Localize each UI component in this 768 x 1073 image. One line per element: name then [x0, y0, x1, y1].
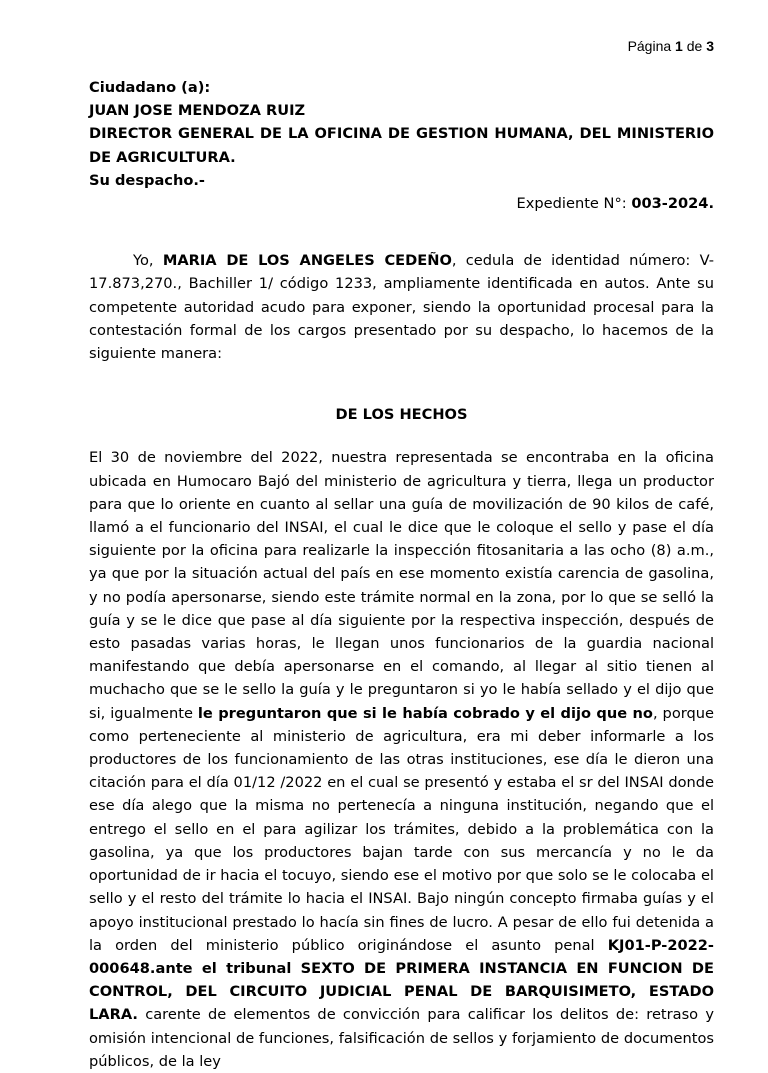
- facts-bold-1: le preguntaron que si le había cobrado y el dijo que no: [197, 704, 653, 722]
- page-number-separator: de: [686, 38, 703, 54]
- recipient-name: JUAN JOSE MENDOZA RUIZ: [89, 102, 306, 120]
- recipient-position: DIRECTOR GENERAL DE LA OFICINA DE GESTION HUMANA, DEL MINISTERIO DE AGRICULTURA.: [89, 125, 714, 166]
- facts-paragraph: [89, 446, 714, 1072]
- salutation: Ciudadano (a):: [89, 79, 211, 96]
- expediente-number: 003-2024.: [631, 195, 714, 213]
- page-number-current: 1: [675, 38, 683, 54]
- expediente-line: [89, 192, 714, 215]
- facts-text-2: , porque como perteneciente al ministerio de agricultura, era mi deber informarle a los productores de los funcionamiento de las otras instituciones, ese día le dieron una citación para el día 01/12 /2022 en el cual se presentó y estaba el sr del INSAI donde ese día alego que la misma no pertenecía a ninguna institución, negando que el entrego el sello en el para agilizar los trámites, debido a la problemática con la gasolina, ya que los productores bajan tarde con sus mercancía y no le da oportunidad de ir hacia el tocuyo, siendo ese el motivo por que solo se le colocaba el sello y el resto del trámite lo hacia el INSAI. Bajo ningún concepto firmaba guías y el apoyo institucional prestado lo hacía sin fines de lucro. A pesar de ello fui detenida a la orden del ministerio público originándose el asunto penal: [89, 704, 714, 954]
- page-number-prefix: Página: [627, 38, 672, 54]
- facts-text-3: carente de elementos de convicción para calificar los delitos de: retraso y omisión intencional de funciones, falsificación de sellos y forjamiento de documentos públicos, de la ley: [89, 1006, 714, 1070]
- page-number: [628, 38, 714, 54]
- intro-text-2: , cedula de identidad número: V-17.873,270., Bachiller 1/ código 1233, ampliamente identificada en autos. Ante su competente autoridad acudo para exponer, siendo la oportunidad procesal para la contestación formal de los cargos presentado por su despacho, lo hacemos de la siguiente manera:: [89, 252, 715, 363]
- section-title: DE LOS HECHOS: [335, 406, 468, 424]
- expediente-label: Expediente N°:: [516, 195, 632, 213]
- page-number-total: 3: [706, 38, 714, 54]
- declarant-name: MARIA DE LOS ANGELES CEDEÑO: [162, 252, 452, 270]
- intro-paragraph: [89, 249, 714, 365]
- facts-text-1: El 30 de noviembre del 2022, nuestra representada se encontraba en la oficina ubicada en Humocaro Bajó del ministerio de agricultura y tierra, llega un productor para que lo oriente en cuanto al sellar una guía de movilización de 90 kilos de café, llamó a el funcionario del INSAI, el cual le dice que le coloque el sello y pase el día siguiente por la oficina para realizarle la inspección fitosanitaria a las ocho (8) a.m., ya que por la situación actual del país en ese momento existía carencia de gasolina, y no podía apersonarse, siendo este trámite normal en la zona, por lo que se selló la guía y se le dice que pase al día siguiente por la respectiva inspección, después de esto pasadas varias horas, le llegan unos funcionarios de la guardia nacional manifestando que debía apersonarse en el comando, al llegar al sitio tienen al muchacho que se le sello la guía y le preguntaron si yo le había sellado y el dijo que si, igualmente: [89, 449, 714, 722]
- letter-body: [89, 76, 714, 1073]
- intro-text-1: Yo,: [133, 252, 163, 270]
- closing-line: Su despacho.-: [89, 171, 205, 189]
- case-reference: KJ01-P-2022-000648.ante el tribunal SEXTO DE PRIMERA INSTANCIA EN FUNCION DE CONTROL, DEL CIRCUITO JUDICIAL PENAL DE BARQUISIMETO, ESTADO LARA.: [89, 936, 714, 1024]
